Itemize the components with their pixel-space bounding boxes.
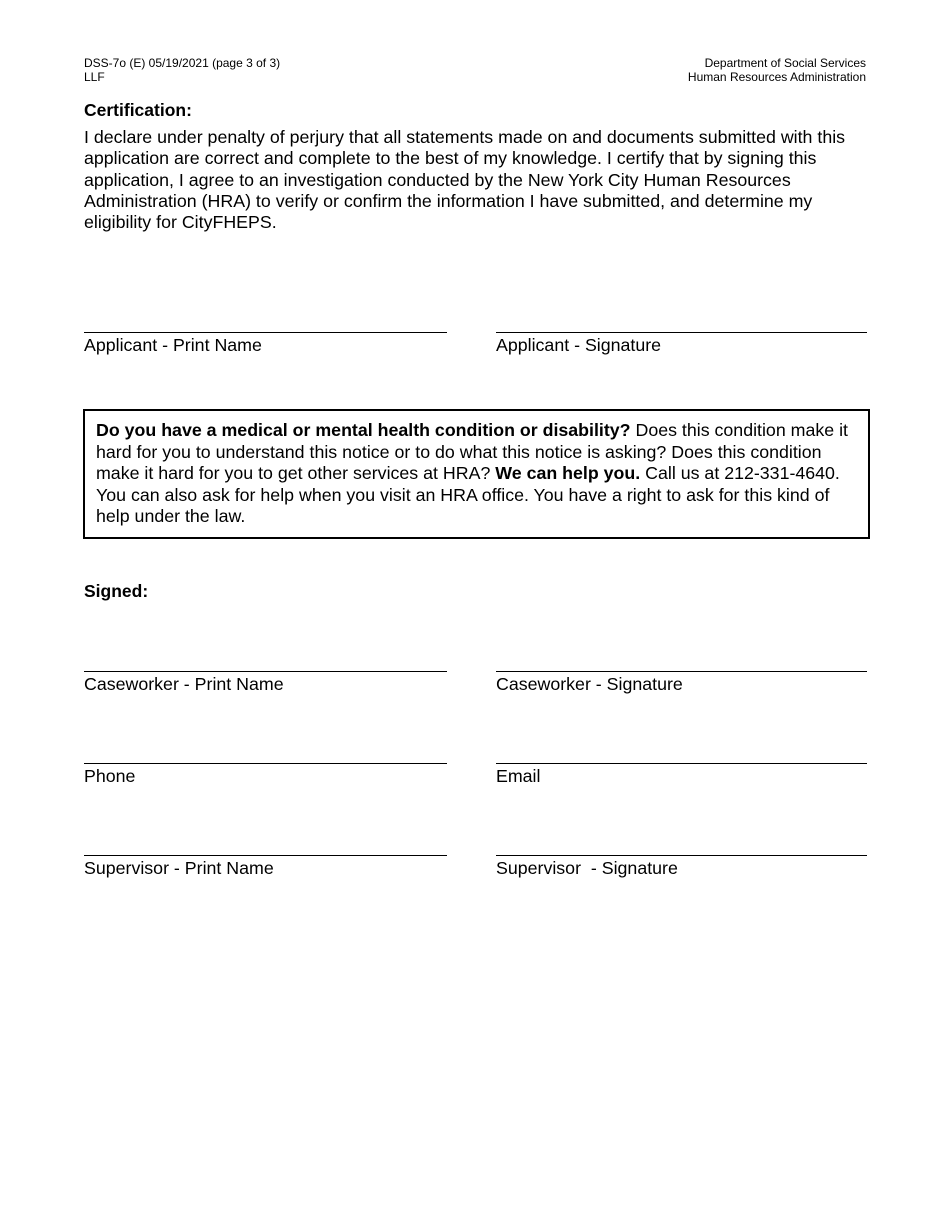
- agency-header: [688, 56, 866, 84]
- caseworker-print-name-label: Caseworker - Print Name: [84, 674, 284, 694]
- supervisor-print-name-field[interactable]: [84, 855, 447, 878]
- administration-name: Human Resources Administration: [687, 70, 866, 84]
- notice-text-2: Call us at 212-331-4640. You can also ask for help when you visit an HRA office. You have a right to ask for this kind of help under the law.: [96, 463, 840, 526]
- department-name: Department of Social Services: [704, 56, 866, 70]
- caseworker-signature-field[interactable]: [496, 671, 867, 694]
- form-code: LLF: [84, 70, 105, 84]
- applicant-print-name-label: Applicant - Print Name: [84, 335, 262, 355]
- signed-heading: Signed:: [84, 581, 149, 601]
- phone-label: Phone: [84, 766, 136, 786]
- email-label: Email: [496, 766, 541, 786]
- disability-notice-box: [83, 409, 870, 539]
- certification-text: I declare under penalty of perjury that all statements made on and documents submitted with this application are correct and complete to the best of my knowledge. I certify that by signing this application, I agree to an investigation conducted by the New York City Human Resources Administration (HRA) to verify or confirm the information I have submitted, and determine my eligibility for CityFHEPS.: [84, 127, 846, 233]
- supervisor-signature-field[interactable]: [496, 855, 867, 878]
- form-id: DSS-7o (E) 05/19/2021 (page 3 of 3): [84, 56, 281, 70]
- applicant-signature-field[interactable]: [496, 332, 867, 355]
- notice-text-1: Does this condition make it hard for you to understand this notice or to do what this notice is asking? Does this condition make it hard for you to get other services at HRA?: [96, 420, 848, 483]
- phone-field[interactable]: [84, 763, 447, 786]
- applicant-signature-label: Applicant - Signature: [496, 335, 662, 355]
- email-field[interactable]: [496, 763, 867, 786]
- certification-heading: Certification:: [84, 100, 192, 120]
- form-identifier: [84, 56, 280, 84]
- caseworker-signature-label: Caseworker - Signature: [496, 674, 683, 694]
- supervisor-print-name-label: Supervisor - Print Name: [84, 858, 274, 878]
- notice-question: Do you have a medical or mental health condition or disability?: [96, 420, 631, 440]
- notice-help: We can help you.: [495, 463, 641, 483]
- caseworker-print-name-field[interactable]: [84, 671, 447, 694]
- supervisor-signature-label: Supervisor - Signature: [496, 858, 678, 878]
- applicant-print-name-field[interactable]: [84, 332, 447, 355]
